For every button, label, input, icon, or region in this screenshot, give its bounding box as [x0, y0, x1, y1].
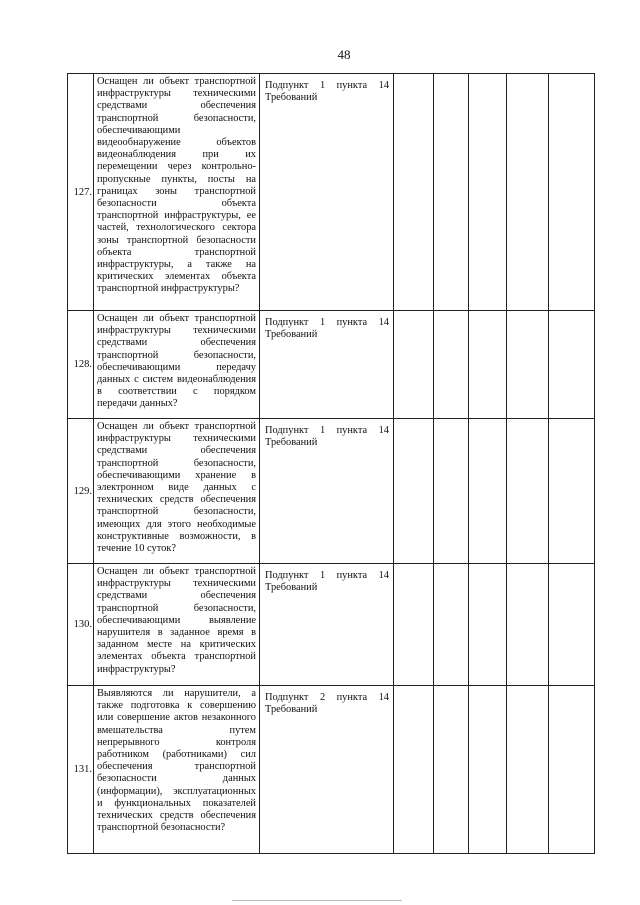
reference-cell — [260, 74, 394, 311]
empty-cell — [507, 419, 549, 564]
row-number: 129. — [68, 419, 94, 564]
empty-cell — [507, 564, 549, 686]
question-cell — [94, 74, 260, 311]
empty-cell — [507, 686, 549, 854]
reference-text: Подпункт 1 пункта 14 Требований — [265, 317, 389, 341]
empty-cell — [549, 74, 595, 311]
empty-cell — [469, 686, 507, 854]
question-cell — [94, 564, 260, 686]
row-number: 130. — [68, 564, 94, 686]
scan-artifact — [232, 900, 402, 901]
row-number: 127. — [68, 74, 94, 311]
empty-cell — [549, 311, 595, 419]
page-number: 48 — [337, 47, 351, 62]
reference-text: Подпункт 2 пункта 14 Требований — [265, 692, 389, 716]
reference-text: Подпункт 1 пункта 14 Требований — [265, 425, 389, 449]
reference-text: Подпункт 1 пункта 14 Требований — [265, 570, 389, 594]
question-text: Оснащен ли объект транспортной инфраструктуры техническими средствами обеспечения транспортной безопасности, обеспечивающими выявление нарушителя в заданное время в заданном месте на критических элементах объекта транспортной инфраструктуры? — [97, 566, 256, 675]
table-row — [68, 74, 595, 311]
question-text: Оснащен ли объект транспортной инфраструктуры техническими средствами обеспечения транспортной безопасности, обеспечивающими хранение в электронном виде данных с технических средств обеспечения транспортной безопасности, имеющих для этого необходимые конструктивные возможности, в течение 10 суток? — [97, 421, 256, 555]
empty-cell — [434, 74, 469, 311]
empty-cell — [469, 311, 507, 419]
empty-cell — [549, 564, 595, 686]
reference-cell — [260, 311, 394, 419]
reference-cell — [260, 419, 394, 564]
question-text: Выявляются ли нарушители, а также подготовка к совершению или совершение актов незаконного вмешательства путем непрерывного контроля работником (работниками) сил обеспечения транспортной безопасности данных (информации), эксплуатационных и функциональных показателей технических средств обеспечения транспортной безопасности? — [97, 688, 256, 834]
question-text: Оснащен ли объект транспортной инфраструктуры техническими средствами обеспечения транспортной безопасности, обеспечивающими видеообнаружение объектов видеонаблюдения при их перемещении через контрольно-пропускные пункты, посты на границах зоны транспортной безопасности объекта транспортной инфраструктуры, ее частей, технологического сектора зоны транспортной безопасности объекта транспортной инфраструктуры, а также на критических элементах объекта транспортной инфраструктуры? — [97, 76, 256, 295]
question-cell — [94, 419, 260, 564]
empty-cell — [394, 564, 434, 686]
reference-cell — [260, 564, 394, 686]
table-row — [68, 686, 595, 854]
empty-cell — [394, 686, 434, 854]
empty-cell — [469, 419, 507, 564]
empty-cell — [469, 74, 507, 311]
reference-cell — [260, 686, 394, 854]
row-number: 131. — [68, 686, 94, 854]
empty-cell — [434, 564, 469, 686]
checklist-table — [67, 73, 595, 854]
table-row — [68, 311, 595, 419]
empty-cell — [394, 311, 434, 419]
empty-cell — [394, 419, 434, 564]
row-number: 128. — [68, 311, 94, 419]
empty-cell — [549, 686, 595, 854]
empty-cell — [507, 74, 549, 311]
question-cell — [94, 311, 260, 419]
empty-cell — [549, 419, 595, 564]
empty-cell — [434, 686, 469, 854]
question-text: Оснащен ли объект транспортной инфраструктуры техническими средствами обеспечения транспортной безопасности, обеспечивающими передачу данных с систем видеонаблюдения в соответствии с порядком передачи данных? — [97, 313, 256, 410]
table-row — [68, 419, 595, 564]
empty-cell — [469, 564, 507, 686]
empty-cell — [434, 419, 469, 564]
empty-cell — [394, 74, 434, 311]
reference-text: Подпункт 1 пункта 14 Требований — [265, 80, 389, 104]
table-row — [68, 564, 595, 686]
empty-cell — [434, 311, 469, 419]
empty-cell — [507, 311, 549, 419]
question-cell — [94, 686, 260, 854]
